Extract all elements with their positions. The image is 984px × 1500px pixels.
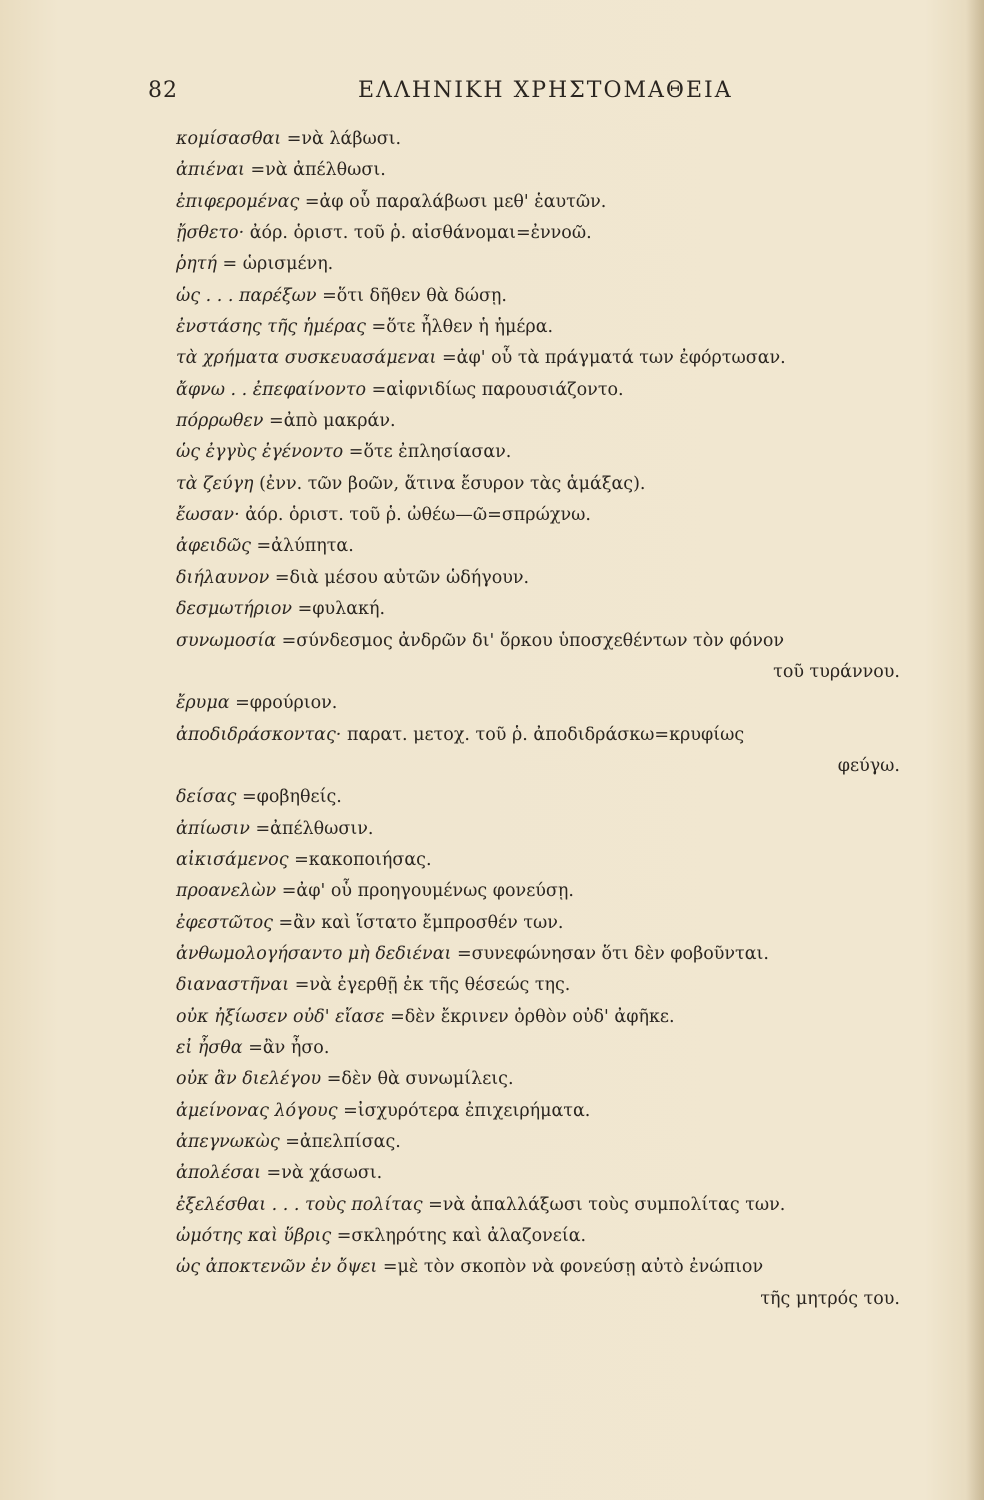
glossary-entry: [176, 1096, 906, 1127]
entry-term: εἰ ἦσθα: [176, 1037, 243, 1058]
glossary-entry: [176, 249, 906, 280]
glossary-entry: [176, 1158, 906, 1189]
entry-definition: =ἀφ' οὗ τὰ πράγματά των ἐφόρτωσαν.: [441, 348, 786, 369]
entry-definition: =φοβηθείς.: [241, 787, 342, 808]
entry-definition: =ἀφ' οὗ προηγουμένως φονεύσῃ.: [281, 881, 574, 902]
glossary-entry: [176, 1127, 906, 1158]
entry-term: οὐκ ἂν διελέγου: [176, 1069, 322, 1090]
glossary-entry: [176, 814, 906, 845]
glossary-entry: [176, 375, 906, 406]
entry-term: ἀπίωσιν: [176, 818, 250, 839]
entry-definition: =νὰ ἀπέλθωσι.: [250, 160, 386, 181]
glossary-entry: [176, 876, 906, 907]
entry-term: ἀπολέσαι: [176, 1163, 261, 1184]
glossary-entry: [176, 626, 906, 689]
entry-definition: =διὰ μέσου αὐτῶν ὡδήγουν.: [274, 567, 530, 588]
entry-definition: =νὰ χάσωσι.: [266, 1163, 383, 1184]
entry-continuation: τῆς μητρός του.: [760, 1288, 900, 1309]
entry-definition: =ὅτι δῆθεν θὰ δώσῃ.: [322, 285, 507, 306]
glossary-entry: [176, 782, 906, 813]
entry-term: κομίσασθαι: [176, 129, 282, 149]
entry-term: προανελὼν: [176, 881, 277, 902]
entry-definition: =κακοποιήσας.: [294, 849, 432, 870]
entry-term: τὰ χρήματα συσκευασάμεναι: [176, 348, 437, 369]
entry-definition: =φρούριον.: [235, 693, 338, 714]
page-header: [148, 78, 733, 108]
glossary-entry: [176, 469, 906, 500]
glossary-entry: [176, 688, 906, 719]
entry-term: ἀμείνονας λόγους: [176, 1100, 338, 1121]
glossary-entry: [176, 939, 906, 970]
entry-term: ὡς ἀποκτενῶν ἐν ὄψει: [176, 1257, 378, 1278]
entry-term: ἐπιφερομένας: [176, 191, 300, 212]
entry-definition: =ἀλύπητα.: [256, 536, 354, 557]
glossary-entry: [176, 312, 906, 343]
entry-definition: =ἀπέλθωσιν.: [255, 818, 374, 839]
glossary-entry: [176, 531, 906, 562]
entry-term: ἄφνω . . ἐπεφαίνοντο: [176, 379, 367, 400]
entry-definition: =σκληρότης καὶ ἀλαζονεία.: [336, 1226, 587, 1247]
glossary-entry: [176, 970, 906, 1001]
entry-term: οὐκ ἠξίωσεν οὐδ' εἴασε: [176, 1006, 385, 1027]
entry-definition: =συνεφώνησαν ὅτι δὲν φοβοῦνται.: [456, 943, 769, 964]
glossary-entry: [176, 1002, 906, 1033]
glossary-entry: [176, 908, 906, 939]
entry-definition: (ἐνν. τῶν βοῶν, ἅτινα ἔσυρον τὰς ἁμάξας).: [259, 473, 646, 494]
glossary-entry: [176, 437, 906, 468]
page-edge-shadow: [966, 0, 984, 1500]
entry-term: ἀποδιδράσκοντας·: [176, 724, 342, 745]
glossary-entry: [176, 1221, 906, 1252]
glossary-entry: [176, 720, 906, 783]
entry-term: ἀπιέναι: [176, 160, 245, 181]
entry-definition: =ὅτε ἐπλησίασαν.: [348, 442, 512, 463]
glossary-entry: [176, 563, 906, 594]
entry-term: ῥητή: [176, 254, 217, 275]
page-number: 82: [148, 78, 178, 103]
entry-definition: =αἰφνιδίως παρουσιάζοντο.: [371, 379, 624, 400]
entry-term: ἀφειδῶς: [176, 536, 251, 557]
entry-term: ἀνθωμολογήσαντο μὴ δεδιέναι: [176, 943, 452, 964]
glossary-entry: [176, 1033, 906, 1064]
entry-term: ὡς . . . παρέξων: [176, 285, 317, 306]
entry-term: διαναστῆναι: [176, 975, 290, 996]
entry-term: συνωμοσία: [176, 630, 277, 651]
glossary-entry: [176, 124, 906, 155]
glossary-entry: [176, 406, 906, 437]
entry-term: τὰ ζεύγη: [176, 473, 254, 494]
entry-term: ἔρυμα: [176, 693, 230, 714]
entry-definition: =ὅτε ἦλθεν ἡ ἡμέρα.: [371, 317, 554, 338]
glossary-entry: [176, 845, 906, 876]
entry-term: ἀπεγνωκὼς: [176, 1132, 280, 1152]
entry-term: ὠμότης καὶ ὕβρις: [176, 1226, 332, 1247]
running-title: ΕΛΛΗΝΙΚΗ ΧΡΗΣΤΟΜΑΘΕΙΑ: [358, 78, 733, 103]
entry-term: διήλαυνον: [176, 567, 270, 588]
entry-term: δείσας: [176, 787, 237, 808]
entry-definition: ἀόρ. ὁριστ. τοῦ ῥ. αἰσθάνομαι=ἐννοῶ.: [249, 223, 592, 244]
entry-definition: =σύνδεσμος ἀνδρῶν δι' ὅρκου ὑποσχεθέντων τὸν φόνον: [281, 630, 785, 651]
entry-definition: =μὲ τὸν σκοπὸν νὰ φονεύσῃ αὐτὸ ἐνώπιον: [382, 1257, 764, 1278]
glossary-entry: [176, 500, 906, 531]
entry-definition: =νὰ ἀπαλλάξωσι τοὺς συμπολίτας των.: [428, 1194, 786, 1215]
entry-term: ἐνστάσης τῆς ἡμέρας: [176, 317, 366, 338]
glossary-entry: [176, 218, 906, 249]
entry-continuation: τοῦ τυράννου.: [773, 661, 900, 682]
entry-term: ἐφεστῶτος: [176, 912, 273, 933]
entry-definition: =δὲν θὰ συνωμίλεις.: [326, 1069, 514, 1090]
entry-definition: =νὰ λάβωσι.: [286, 129, 402, 149]
entry-term: ὡς ἐγγὺς ἐγένοντο: [176, 442, 344, 463]
entry-definition: ἀόρ. ὁριστ. τοῦ ῥ. ὠθέω—ῶ=σπρώχνω.: [245, 505, 591, 526]
entry-definition: =δὲν ἔκρινεν ὀρθὸν οὐδ' ἀφῆκε.: [390, 1006, 675, 1027]
entry-term: ἔωσαν·: [176, 505, 240, 526]
glossary-list: [176, 124, 906, 1315]
entry-term: πόρρωθεν: [176, 411, 264, 432]
entry-term: ᾔσθετο·: [176, 223, 245, 244]
glossary-entry: [176, 1252, 906, 1315]
entry-definition: =ἰσχυρότερα ἐπιχειρήματα.: [343, 1100, 591, 1121]
entry-term: ἐξελέσθαι . . . τοὺς πολίτας: [176, 1194, 423, 1215]
entry-definition: =ἀφ οὗ παραλάβωσι μεθ' ἑαυτῶν.: [304, 191, 607, 212]
glossary-entry: [176, 155, 906, 186]
glossary-entry: [176, 281, 906, 312]
entry-definition: =νὰ ἐγερθῇ ἐκ τῆς θέσεώς της.: [294, 975, 571, 996]
glossary-entry: [176, 594, 906, 625]
entry-definition: =ἀπελπίσας.: [285, 1132, 401, 1152]
glossary-entry: [176, 343, 906, 374]
entry-definition: =ἂν καὶ ἵστατο ἔμπροσθέν των.: [278, 912, 564, 933]
glossary-entry: [176, 1190, 906, 1221]
entry-definition: παρατ. μετοχ. τοῦ ῥ. ἀποδιδράσκω=κρυφίως: [346, 724, 745, 745]
glossary-entry: [176, 1064, 906, 1095]
entry-continuation: φεύγω.: [837, 755, 900, 776]
entry-term: δεσμωτήριον: [176, 599, 293, 620]
entry-definition: = ὡρισμένη.: [222, 254, 334, 275]
entry-definition: =φυλακή.: [297, 599, 386, 620]
entry-definition: =ἂν ἦσο.: [248, 1037, 330, 1058]
glossary-entry: [176, 187, 906, 218]
entry-definition: =ἀπὸ μακράν.: [269, 411, 396, 432]
entry-term: αἰκισάμενος: [176, 849, 289, 870]
